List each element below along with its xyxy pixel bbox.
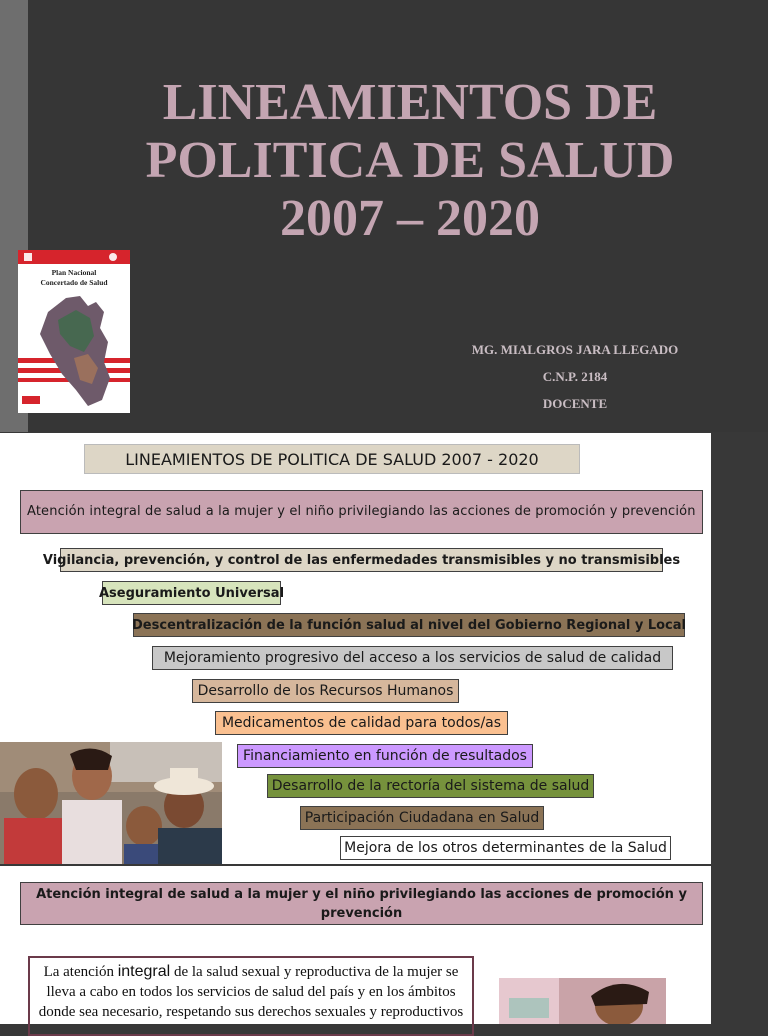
guideline-item-11: Mejora de los otros determinantes de la Salud <box>340 836 671 860</box>
detail-body: La atención integral de la salud sexual y reproductiva de la mujer se lleva a cabo en todos los servicios de salud del país y en los ámbitos donde sea necesario, respetando sus derechos sexuales y reproductivos <box>28 956 474 1036</box>
guideline-item-10: Participación Ciudadana en Salud <box>300 806 544 830</box>
children-photo <box>0 742 222 864</box>
author-cnp: C.N.P. 2184 <box>542 369 608 384</box>
guideline-item-6: Desarrollo de los Recursos Humanos <box>192 679 459 703</box>
mother-child-photo <box>499 978 666 1024</box>
detail-heading: Atención integral de salud a la mujer y el niño privilegiando las acciones de promoción y prevención <box>20 882 703 925</box>
guideline-item-7: Medicamentos de calidad para todos/as <box>215 711 508 735</box>
title-slide <box>0 0 768 432</box>
author-role: DOCENTE <box>542 396 608 411</box>
guideline-item-4: Descentralización de la función salud al nivel del Gobierno Regional y Local <box>133 613 685 637</box>
guidelines-heading: LINEAMIENTOS DE POLITICA DE SALUD 2007 - 2020 <box>84 444 580 474</box>
guidelines-slide <box>0 433 711 864</box>
slide-title <box>60 74 760 248</box>
guideline-item-8: Financiamiento en función de resultados <box>237 744 533 768</box>
guideline-item-9: Desarrollo de la rectoría del sistema de salud <box>267 774 594 798</box>
guideline-item-3: Aseguramiento Universal <box>102 581 281 605</box>
plan-cover-image <box>18 250 130 413</box>
title-line-3: 2007 – 2020 <box>280 190 540 247</box>
detail-slide <box>0 866 711 1024</box>
guideline-item-1: Atención integral de salud a la mujer y el niño privilegiando las acciones de promoción y prevención <box>20 490 703 534</box>
cover-title: Plan Nacional Concertado de Salud <box>40 268 108 287</box>
guideline-item-5: Mejoramiento progresivo del acceso a los servicios de salud de calidad <box>152 646 673 670</box>
guideline-item-2: Vigilancia, prevención, y control de las enfermedades transmisibles y no transmisibles <box>60 548 663 572</box>
author-name: MG. MIALGROS JARA LLEGADO <box>471 342 679 357</box>
title-line-1: LINEAMIENTOS DE <box>162 74 658 131</box>
title-line-2: POLITICA DE SALUD <box>145 132 675 189</box>
